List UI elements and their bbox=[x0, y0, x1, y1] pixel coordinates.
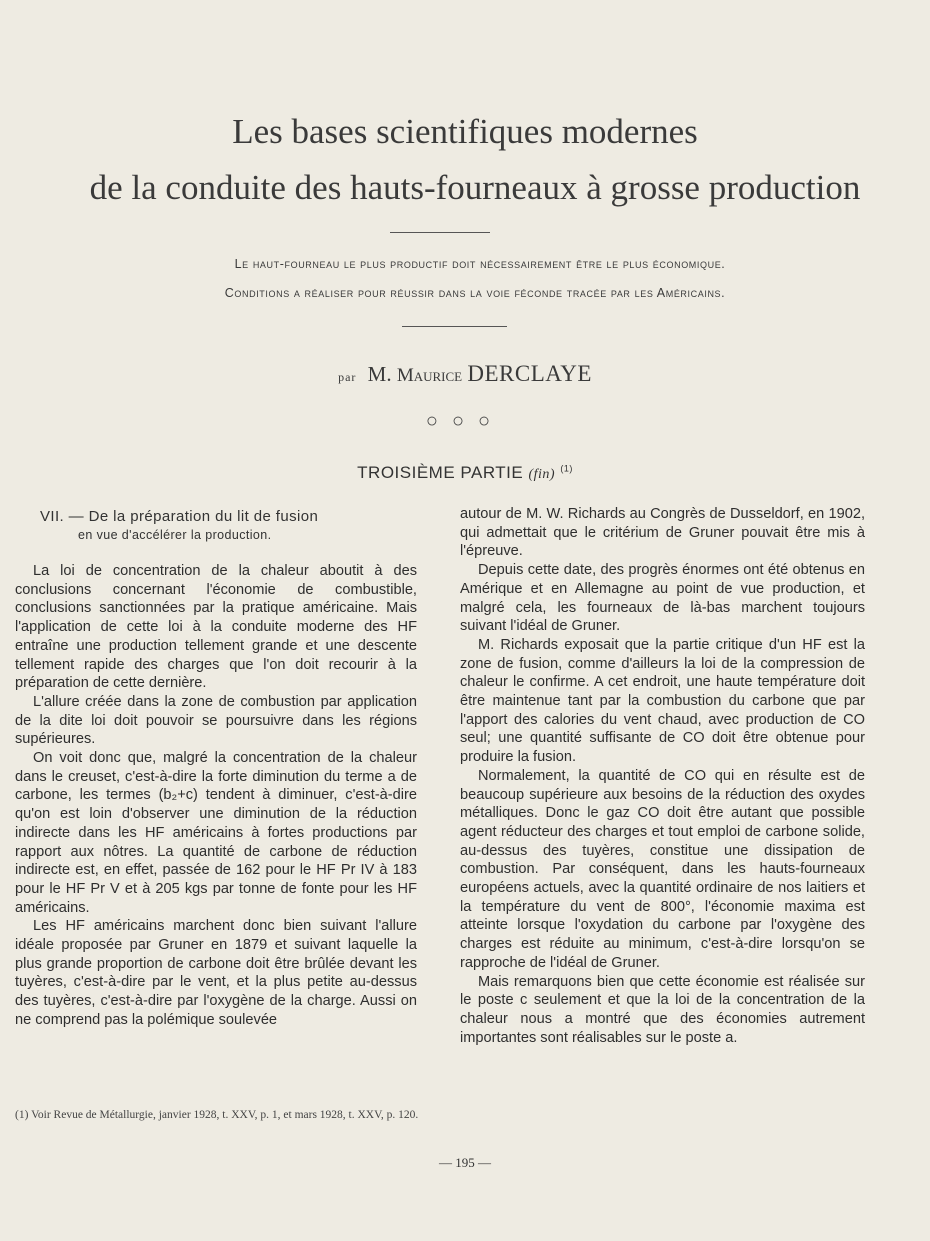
divider-bottom bbox=[402, 326, 507, 327]
left-paragraph-3: On voit donc que, malgré la concentration de la chaleur dans le creuset, c'est-à-dire la forte diminution du terme a de carbone, les termes (b₂+c) tendent à diminuer, c'est-à-dire qu'on est loin d'observer une diminution de la réduction indirecte dans les HF américains à fortes productions par rapport aux nôtres. La quantité de carbone de réduction indirecte est, en effet, passée de 162 pour le HF Pr IV à 183 pour le HF Pr V et à 205 kgs par tonne de fonte pour les HF américains. bbox=[15, 750, 417, 916]
ornament-circles: ○○○ bbox=[425, 410, 505, 432]
right-paragraph-5: Mais remarquons bien que cette économie est réalisée sur le poste c seulement et que la loi de la concentration de la chaleur nous a montré que des économies autrement importantes sont réalisables sur le poste a. bbox=[460, 973, 865, 1046]
title-line-2: de la conduite des hauts-fourneaux à grosse production bbox=[89, 168, 861, 207]
subtitle-line-2: Conditions a réaliser pour réussir dans la voie féconde tracée par les Américains. bbox=[224, 286, 726, 300]
author-byline bbox=[0, 361, 930, 387]
right-column bbox=[460, 505, 865, 1047]
title-line-1: Les bases scientifiques modernes bbox=[232, 112, 698, 151]
left-paragraph-2: L'allure créée dans la zone de combustion par application de la dite loi doit pouvoir se poursuivre dans les régions supérieures. bbox=[15, 693, 417, 748]
page-number: — 195 — bbox=[439, 1155, 491, 1170]
part-heading bbox=[0, 463, 930, 483]
left-paragraph-1: La loi de concentration de la chaleur aboutit à des conclusions concernant l'économie de combustible, conclusions sanctionnées par la pratique américaine. Mais l'application de cette loi à la conduite moderne des HF entraîne une production tellement grande et une descente tellement rapide des charges que l'on doit recourir à la préparation de cette dernière. bbox=[15, 563, 417, 692]
right-paragraph-3: M. Richards exposait que la partie critique d'un HF est la zone de fusion, comme d'ailleurs la loi de la compression de chaleur le confirme. A cet endroit, une haute température doit être maintenue tant par la combustion du carbone que par l'apport des calories du vent chaud, avec production de CO seul; une quantité suffisante de CO doit être obtenue pour produire la fusion. bbox=[460, 636, 865, 766]
left-paragraph-4: Les HF américains marchent donc bien suivant l'allure idéale proposée par Gruner en 1879 et suivant laquelle la plus grande proportion de carbone doit être brûlée devant les tuyères, c'est-à-dire par le vent, et la plus petite au-dessus des tuyères, c'est-à-dire par l'oxygène de la charge. Aussi on ne comprend pas la polémique soulevée bbox=[15, 918, 417, 1028]
byline-par: par bbox=[338, 370, 357, 384]
left-column bbox=[15, 562, 417, 1030]
subtitle-line-1: Le haut-fourneau le plus productif doit nécessairement être le plus économique. bbox=[234, 257, 726, 271]
part-fin: (fin) bbox=[528, 467, 556, 482]
right-paragraph-4: Normalement, la quantité de CO qui en résulte est de beaucoup supérieure aux besoins de la réduction des oxydes métalliques. Donc le gaz CO doit être autant que possible agent réducteur des charges et tout emploi de carbone solide, au-dessus des tuyères, constitue une dissipation de combustion. Par conséquent, dans les hauts-fourneaux européens actuels, avec la quantité ordinaire de nos laitiers et la température du vent de 800°, l'économie maxima est atteinte lorsque l'oxydation du carbone par l'oxygène des charges est réduite au minimum, c'est-à-dire lorsqu'on se rapproche de l'idéal de Gruner. bbox=[460, 767, 865, 971]
section-heading-line-2: en vue d'accélérer la production. bbox=[78, 528, 272, 542]
byline-initial: M. bbox=[367, 362, 392, 386]
part-label: TROISIÈME PARTIE bbox=[357, 463, 524, 482]
part-footnote-ref: (1) bbox=[560, 463, 573, 474]
right-paragraph-1: autour de M. W. Richards au Congrès de Dusseldorf, en 1902, qui admettait que le critérium de Gruner pouvait être mis à l'épreuve. bbox=[460, 506, 865, 560]
section-heading-line-1: VII. — De la préparation du lit de fusion bbox=[40, 508, 319, 525]
divider-top bbox=[390, 232, 490, 233]
footnote: (1) Voir Revue de Métallurgie, janvier 1928, t. XXV, p. 1, et mars 1928, t. XXV, p. 120. bbox=[15, 1109, 419, 1121]
right-paragraph-2: Depuis cette date, des progrès énormes ont été obtenus en Amérique et en Allemagne au point de vue production, et malgré cela, les fourneaux de là-bas marchent toujours suivant l'idéal de Gruner. bbox=[460, 562, 865, 635]
byline-last-name: DERCLAYE bbox=[467, 361, 592, 386]
byline-first-name: Maurice bbox=[396, 365, 463, 386]
section-heading bbox=[40, 507, 420, 545]
